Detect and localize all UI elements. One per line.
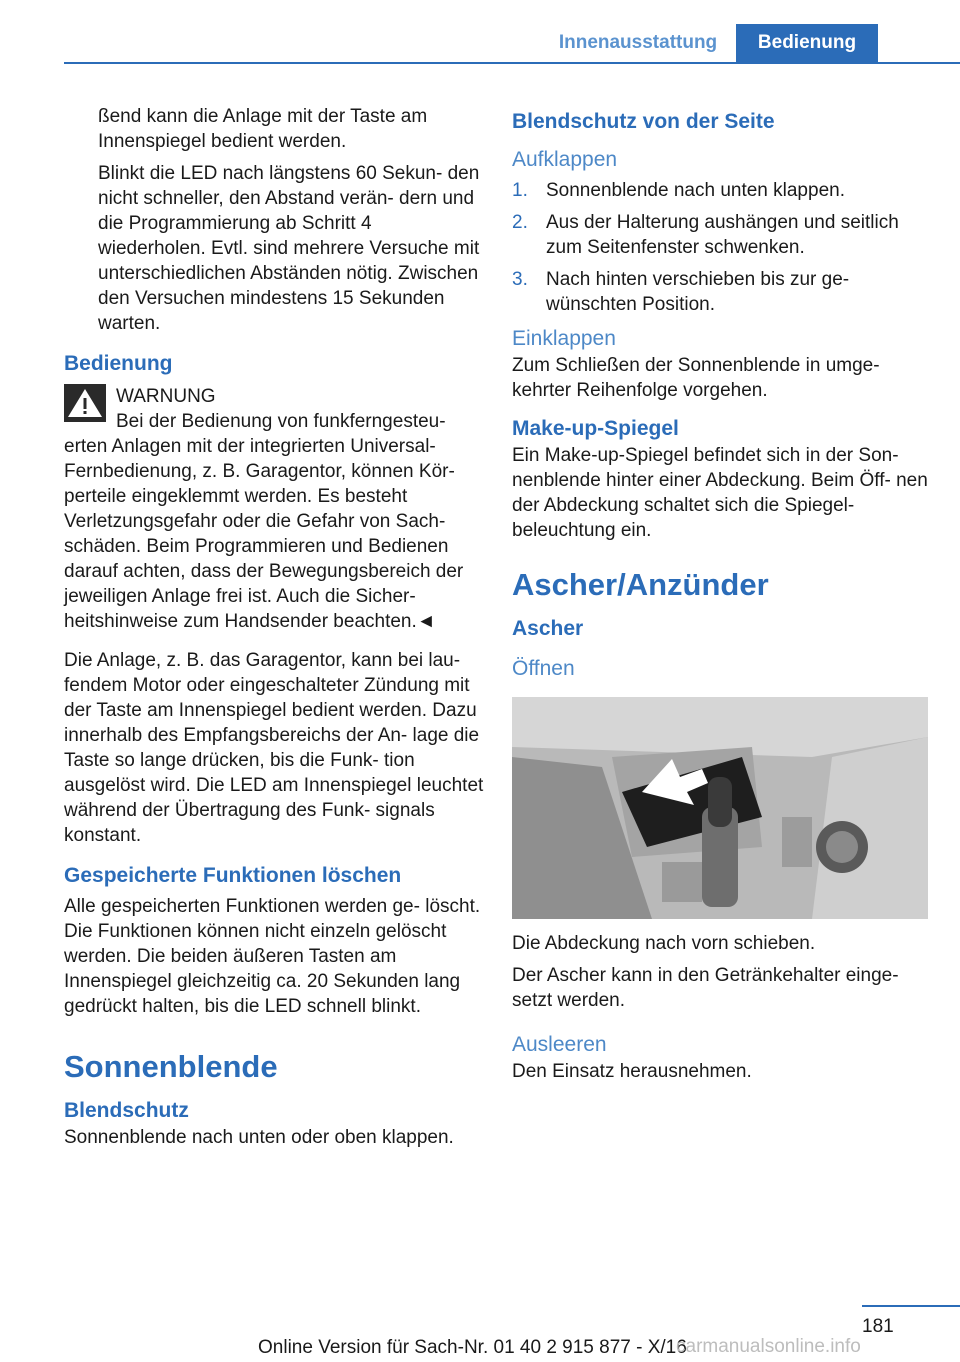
list-item [512,210,932,260]
heading-ausleeren: Ausleeren [512,1033,607,1056]
paragraph: Alle gespeicherten Funktionen werden ge‐ löscht. Die Funktionen können nicht einzeln gelöscht werden. Die beiden äußeren Tasten am Innenspiegel gleichzeitig ca. 20 Sekunden lang gedrückt halten, bis die LED schnell blinkt. [64,896,481,1017]
heading-aufklappen: Aufklappen [512,148,618,171]
right-column [512,104,932,1091]
warning-text: erten Anlagen mit der integrierten Universal‐ Fernbedienung, z. B. Garagentor, können Kör‐ perteile eingeklemmt werden. Es besteht Verletzungsgefahr oder die Gefahr von Sach‐ schäden. Beim Programmieren und Bedienen darauf achten, dass der Bewegungsbereich der jeweiligen Anlage frei ist. Auch die Sicher‐ heitshinweise zum Handsender beachten.◄ [64,436,464,632]
paragraph: Sonnenblende nach unten oder oben klappen. [64,1127,454,1148]
paragraph: ßend kann die Anlage mit der Taste am Innenspiegel bedient werden. [98,106,428,152]
heading-ascher-anzuender: Ascher/Anzünder [512,567,769,602]
step-text: Nach hinten verschieben bis zur ge‐ wünschten Position. [546,269,850,315]
heading-ascher: Ascher [512,617,584,640]
warning-text-first-line: Bei der Bedienung von funkferngesteu‐ [116,411,446,432]
paragraph: Die Anlage, z. B. das Garagentor, kann bei lau‐ fendem Motor oder eingeschalteter Zündung mit der Taste am Innenspiegel bedient werden. Dazu innerhalb des Empfangsbereichs der An‐ lage die Taste so lange drücken, bis die Funk‐ tion ausgelöst wird. Die LED am Innenspiegel leuchtet während der Übertragung des Funk‐ signals konstant. [64,650,484,846]
header-chapter-tab: Bedienung [736,24,878,62]
step-number: 1. [512,180,528,201]
header-section-tab: Innenausstattung [558,32,718,53]
steps-list [512,178,932,317]
heading-makeup: Make-up-Spiegel [512,417,679,440]
step-number: 2. [512,212,528,233]
step-text: Sonnenblende nach unten klappen. [546,180,845,201]
heading-bedienung: Bedienung [64,352,173,375]
header-rule [64,62,960,64]
heading-blendschutz: Blendschutz [64,1099,189,1122]
watermark: carmanualsonline.info [676,1336,861,1357]
warning-icon [64,384,106,422]
step-text: Aus der Halterung aushängen und seitlich zum Seitenfenster schwenken. [546,212,899,258]
heading-einklappen: Einklappen [512,327,616,350]
paragraph: Zum Schließen der Sonnenblende in umge‐ kehrter Reihenfolge vorgehen. [512,355,880,401]
list-item [512,178,932,203]
paragraph: Der Ascher kann in den Getränkehalter einge‐ setzt werden. [512,965,899,1011]
heading-oeffnen: Öffnen [512,657,575,680]
step-number: 3. [512,269,528,290]
page-number: 181 [862,1316,894,1337]
warning-label: WARNUNG [116,386,216,407]
footer-rule [862,1305,960,1307]
heading-loeschen: Gespeicherte Funktionen löschen [64,864,402,887]
footer-version-line: Online Version für Sach-Nr. 01 40 2 915 877 - X/16 [258,1337,687,1358]
paragraph: Den Einsatz herausnehmen. [512,1061,752,1082]
left-column [64,104,484,1157]
list-item [512,267,932,317]
warning-block [64,384,484,634]
paragraph: Ein Make-up-Spiegel befindet sich in der Son‐ nenblende hinter einer Abdeckung. Beim Öff‐ nen der Abdeckung schaltet sich die Spiegel‐ beleuchtung ein. [512,445,928,541]
heading-sonnenblende: Sonnenblende [64,1049,278,1084]
paragraph: Die Abdeckung nach vorn schieben. [512,933,816,954]
paragraph: Blinkt die LED nach längstens 60 Sekun‐ den nicht schneller, den Abstand verän‐ dern und die Programmierung ab Schritt 4 wiederholen. Evtl. sind mehrere Versuche mit unterschiedlichen Abständen nötig. Zwischen den Versuchen mindestens 15 Sekunden warten. [98,163,480,334]
ashtray-photo [512,697,928,919]
heading-blendschutz-seite: Blendschutz von der Seite [512,110,775,133]
